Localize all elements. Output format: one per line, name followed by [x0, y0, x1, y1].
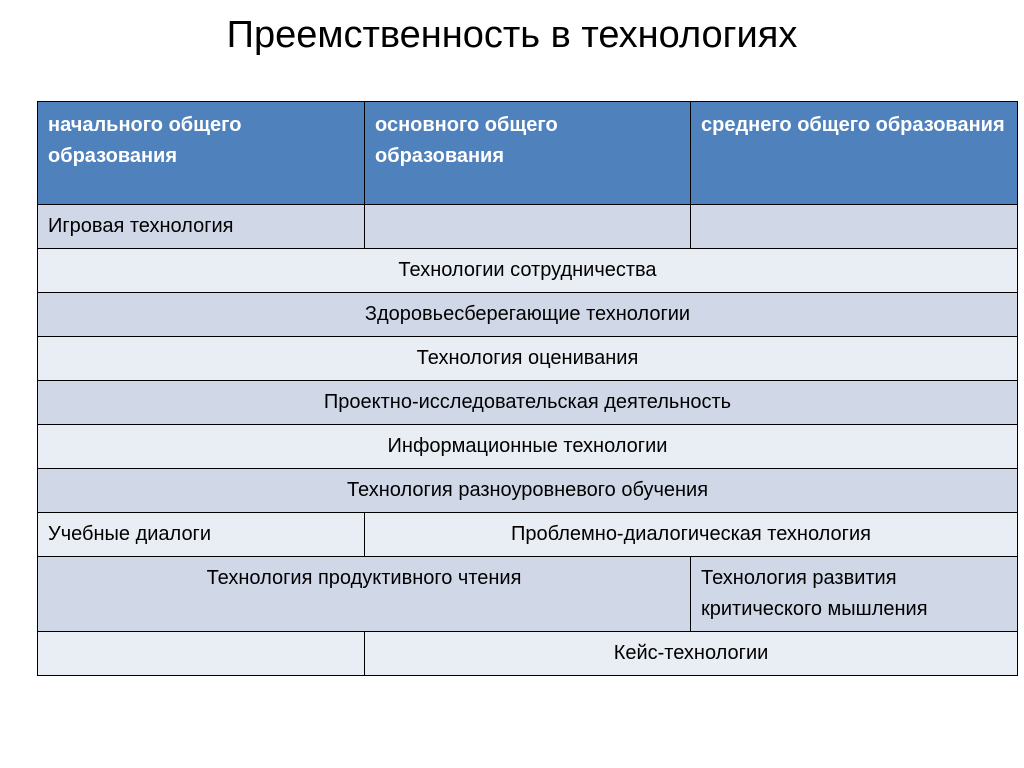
table-row: [38, 513, 1018, 557]
cell-game-technology: Игровая технология: [38, 205, 365, 249]
table-row: [38, 425, 1018, 469]
cell-case-technologies: Кейс-технологии: [365, 632, 1018, 676]
cell-cooperation-technologies: Технологии сотрудничества: [38, 249, 1018, 293]
cell-multilevel-learning: Технология разноуровневого обучения: [38, 469, 1018, 513]
cell-project-research: Проектно-исследовательская деятельность: [38, 381, 1018, 425]
table-row: [38, 249, 1018, 293]
table-header-row: [38, 102, 1018, 205]
cell-assessment-technology: Технология оценивания: [38, 337, 1018, 381]
empty-cell: [38, 632, 365, 676]
technology-table: [37, 101, 1018, 676]
table-row: [38, 632, 1018, 676]
table-row: [38, 381, 1018, 425]
cell-information-technologies: Информационные технологии: [38, 425, 1018, 469]
table-row: [38, 557, 1018, 632]
header-primary-education: начального общего образования: [38, 102, 365, 205]
cell-critical-thinking: Технология развития критического мышления: [691, 557, 1018, 632]
cell-problem-dialogue-technology: Проблемно-диалогическая технология: [365, 513, 1018, 557]
table-row: [38, 469, 1018, 513]
table-row: [38, 337, 1018, 381]
cell-learning-dialogues: Учебные диалоги: [38, 513, 365, 557]
header-secondary-education: среднего общего образования: [691, 102, 1018, 205]
page-title: Преемственность в технологиях: [226, 14, 798, 56]
table-row: [38, 205, 1018, 249]
header-basic-education: основного общего образования: [365, 102, 691, 205]
cell-health-saving-technologies: Здоровьесберегающие технологии: [38, 293, 1018, 337]
empty-cell: [365, 205, 691, 249]
table-row: [38, 293, 1018, 337]
cell-productive-reading: Технология продуктивного чтения: [38, 557, 691, 632]
empty-cell: [691, 205, 1018, 249]
